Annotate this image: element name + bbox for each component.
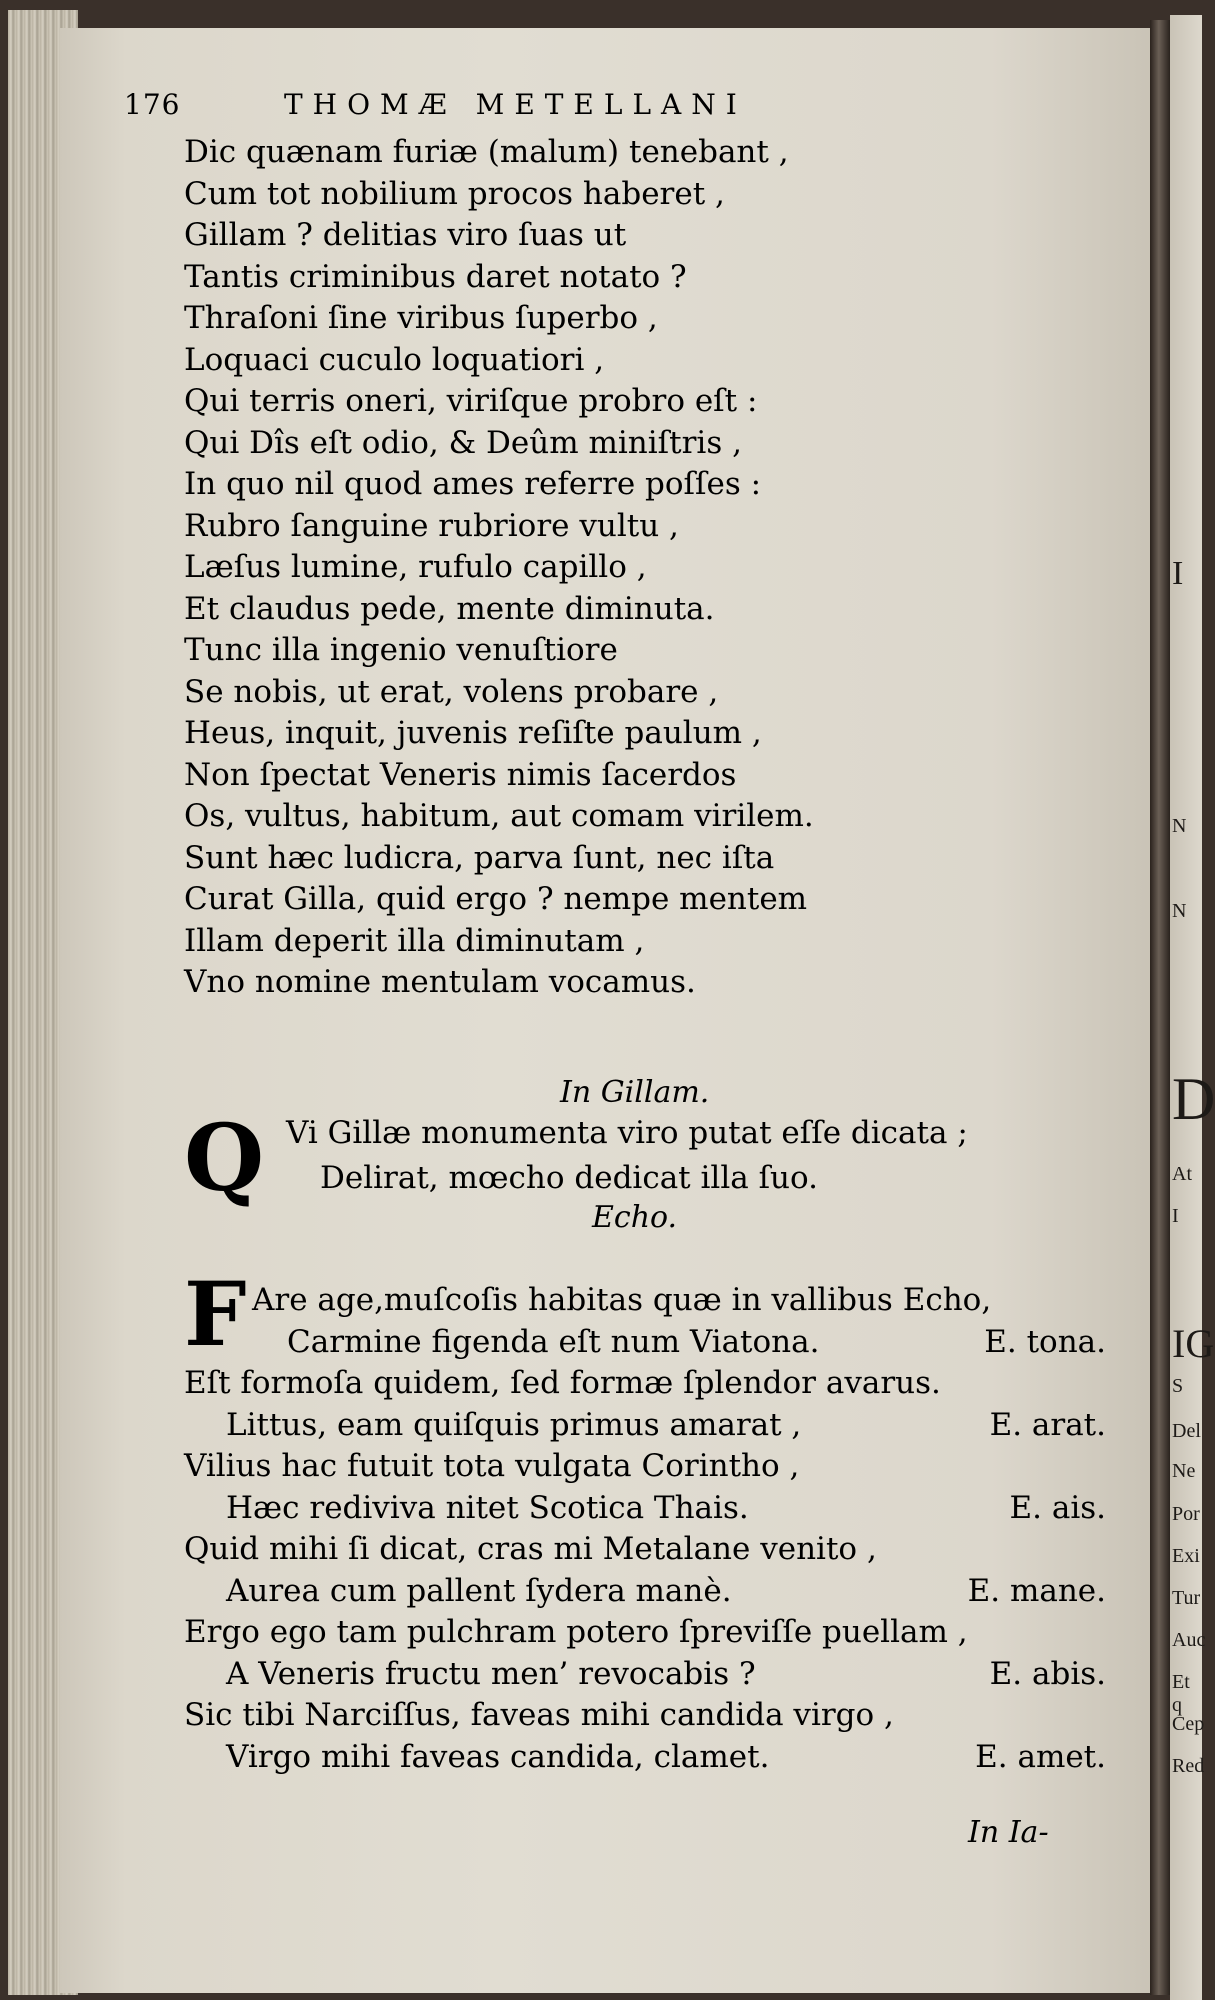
facing-fragment: Et q xyxy=(1172,1671,1190,1716)
echo-response: E. arat. xyxy=(989,1406,1106,1443)
poem-line: Qui Dîs eſt odio, & Deûm miniſtris , xyxy=(184,424,742,461)
echo-line: Quid mihi ſi dicat, cras mi Metalane venito , xyxy=(184,1531,877,1567)
page-number: 176 xyxy=(124,88,181,121)
echo-response: E. amet. xyxy=(975,1738,1106,1775)
echo-line: Carmine figenda eſt num Viatona. xyxy=(287,1323,820,1360)
facing-fragment: Por xyxy=(1172,1503,1200,1525)
poem-line: Qui terris oneri, viriſque probro eſt : xyxy=(184,383,758,419)
facing-fragment: D xyxy=(1172,1066,1215,1132)
poem-line: Dic quænam furiæ (malum) tenebant , xyxy=(184,134,789,170)
poem-line: Tantis criminibus daret notato ? xyxy=(184,258,687,295)
echo-row xyxy=(184,1573,1106,1615)
facing-fragment: IG xyxy=(1172,1321,1215,1366)
poem-line: Gillam ? delitias viro ſuas ut xyxy=(184,217,627,253)
poem-line: In quo nil quod ames referre poſſes : xyxy=(184,466,762,502)
poem-line: Non ſpectat Veneris nimis ſacerdos xyxy=(184,756,737,793)
echo-line: Vilius hac futuit tota vulgata Corintho , xyxy=(184,1448,800,1484)
echo-row xyxy=(184,1448,1106,1490)
echo-row xyxy=(184,1490,1106,1532)
echo-line: Sic tibi Narciſſus, faveas mihi candida virgo , xyxy=(184,1697,894,1733)
facing-fragment: N xyxy=(1172,900,1187,922)
poem-line: Læſus lumine, rufulo capillo , xyxy=(184,549,647,585)
echo-heading: Echo. xyxy=(592,1200,678,1235)
epigram-line: Delirat, mœcho dedicat illa ſuo. xyxy=(320,1160,818,1196)
echo-line: Virgo mihi faveas candida, clamet. xyxy=(226,1738,770,1775)
facing-page-edge xyxy=(1170,15,1215,2000)
poem-line: Illam deperit illa diminutam , xyxy=(184,922,645,959)
poem-line: Tunc illa ingenio venuſtiore xyxy=(184,632,618,668)
poem-line: Heus, inquit, juvenis reſiſte paulum , xyxy=(184,715,762,751)
echo-line: A Veneris fructu men’ revocabis ? xyxy=(226,1655,756,1692)
poem-line: Thraſoni ſine viribus ſuperbo , xyxy=(184,300,658,336)
echo-response: E. ais. xyxy=(1009,1489,1106,1526)
facing-fragment: I xyxy=(1172,555,1184,592)
echo-row xyxy=(184,1531,1106,1573)
poem-line: Loquaci cuculo loquatiori , xyxy=(184,341,605,378)
facing-fragment: Exi xyxy=(1172,1545,1200,1567)
dropcap-q: Q xyxy=(184,1104,265,1212)
facing-fragment: Del xyxy=(1172,1420,1201,1442)
echo-response: E. abis. xyxy=(989,1655,1106,1692)
echo-response: E. mane. xyxy=(967,1572,1106,1609)
poem-line: Os, vultus, habitum, aut comam virilem. xyxy=(184,798,814,834)
echo-line: Littus, eam quiſquis primus amarat , xyxy=(226,1406,802,1443)
poem-line: Cum tot nobilium procos haberet , xyxy=(184,175,725,212)
echo-response: E. tona. xyxy=(984,1323,1106,1360)
echo-line: Eſt formoſa quidem, ſed formæ ſplendor avarus. xyxy=(184,1365,941,1401)
poem-line: Sunt hæc ludicra, parva ſunt, nec iſta xyxy=(184,839,775,876)
catchword: In Ia- xyxy=(968,1815,1049,1850)
facing-fragment: S xyxy=(1172,1375,1184,1397)
running-head xyxy=(124,88,944,128)
running-title: THOMÆ METELLANI xyxy=(284,88,747,121)
poem-line: Et claudus pede, mente diminuta. xyxy=(184,590,715,627)
facing-fragment: Tur xyxy=(1172,1587,1201,1609)
epigram-line: Vi Gillæ monumenta viro putat eſſe dicata ; xyxy=(286,1115,968,1151)
dropcap-f: F xyxy=(184,1262,247,1366)
facing-fragment: Auc xyxy=(1172,1629,1206,1651)
poem-line: Curat Gilla, quid ergo ? nempe mentem xyxy=(184,881,808,917)
echo-row xyxy=(184,1324,1106,1366)
poem-block xyxy=(184,132,814,1004)
epigram-heading: In Gillam. xyxy=(560,1075,710,1110)
echo-line: Aurea cum pallent ſydera manè. xyxy=(226,1572,732,1609)
echo-row xyxy=(184,1656,1106,1698)
book-gutter xyxy=(1150,20,1172,1995)
echo-line: Hæc rediviva nitet Scotica Thais. xyxy=(226,1489,749,1526)
echo-row xyxy=(184,1614,1106,1656)
facing-fragment: Red xyxy=(1172,1755,1205,1777)
echo-line: Ergo ego tam pulchram potero ſpreviſſe puellam , xyxy=(184,1614,968,1650)
facing-fragment: N xyxy=(1172,815,1187,837)
echo-row xyxy=(184,1407,1106,1449)
echo-row xyxy=(184,1739,1106,1781)
echo-poem xyxy=(184,1282,1106,1780)
echo-row xyxy=(184,1282,1106,1324)
echo-row xyxy=(184,1365,1106,1407)
echo-line: Are age,muſcoſis habitas quæ in vallibus Echo, xyxy=(252,1282,992,1318)
poem-line: Se nobis, ut erat, volens probare , xyxy=(184,673,719,710)
facing-fragment: At xyxy=(1172,1163,1192,1185)
facing-fragment: Ne xyxy=(1172,1460,1196,1482)
facing-fragment: Cep xyxy=(1172,1713,1205,1735)
facing-fragment: I xyxy=(1172,1205,1179,1227)
poem-line: Rubro ſanguine rubriore vultu , xyxy=(184,507,679,544)
poem-line: Vno nomine mentulam vocamus. xyxy=(184,964,696,1000)
echo-row xyxy=(184,1697,1106,1739)
